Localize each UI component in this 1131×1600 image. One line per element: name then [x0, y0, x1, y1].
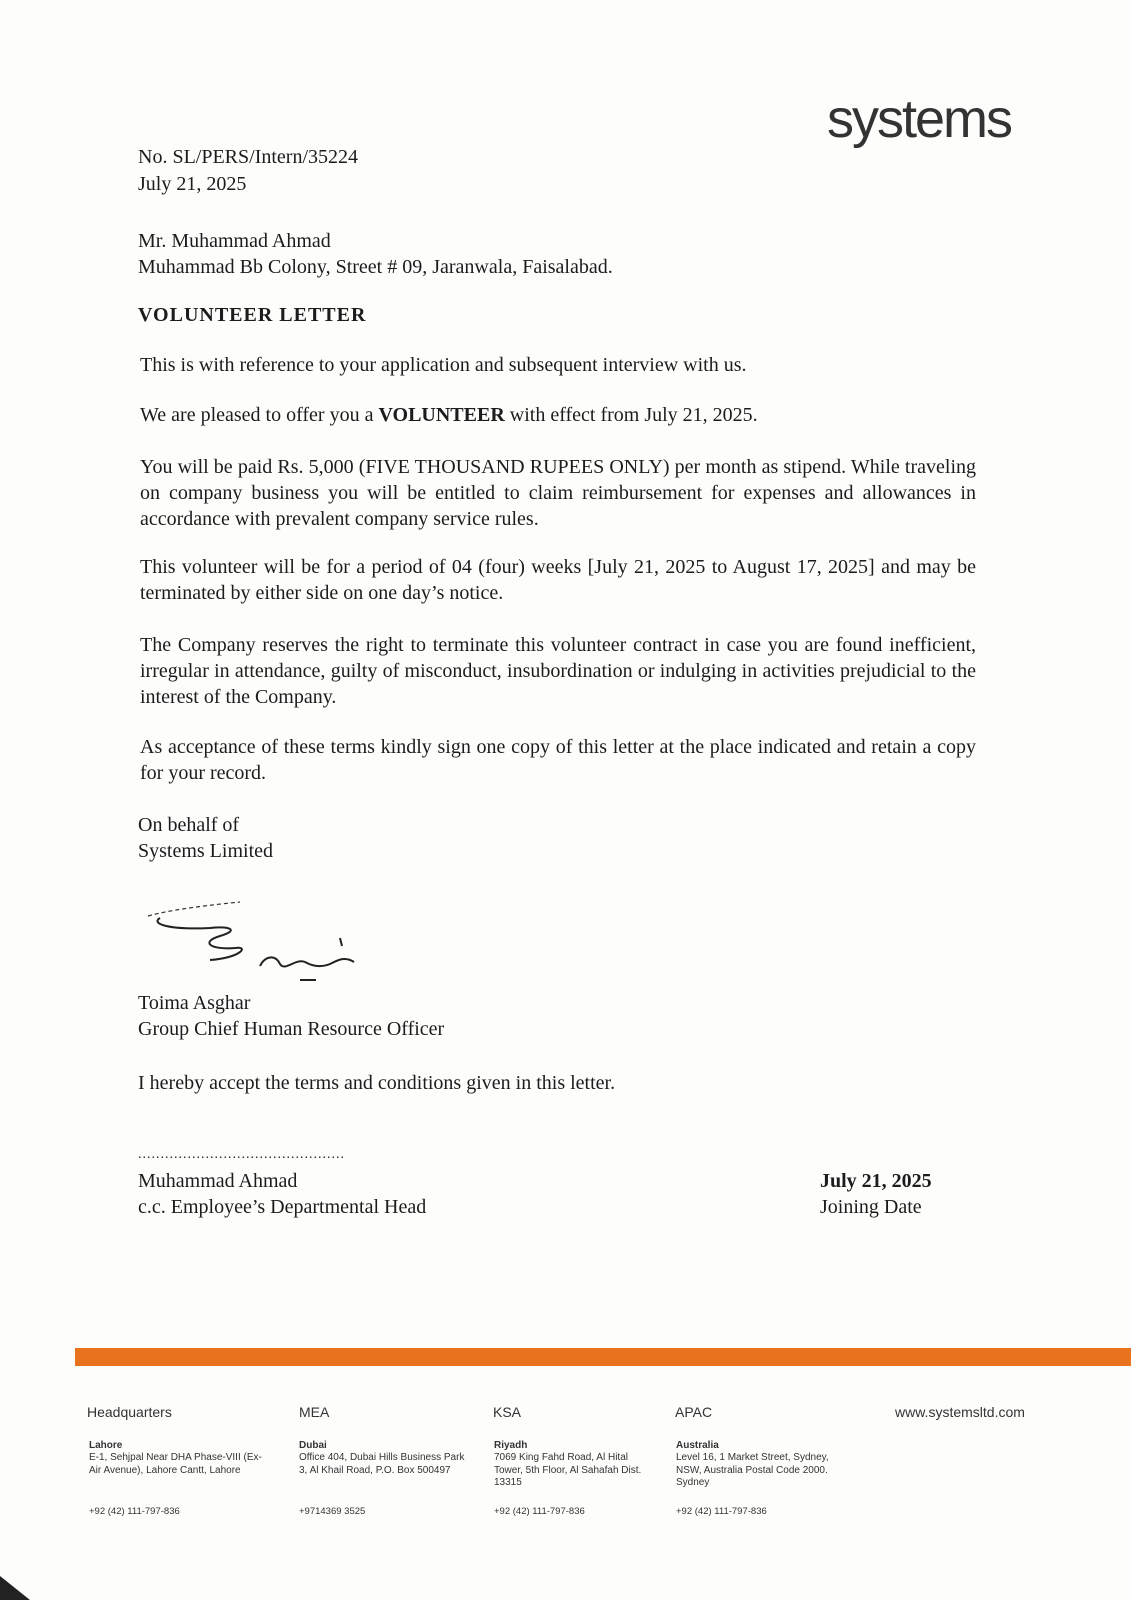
- paragraph-stipend: You will be paid Rs. 5,000 (FIVE THOUSAND RUPEES ONLY) per month as stipend. While traveling on company business you will be entitled to claim reimbursement for expenses and allowances in accordance with prevalent company service rules.: [140, 456, 976, 530]
- employee-cc: c.c. Employee’s Departmental Head: [138, 1196, 427, 1218]
- offer-position: VOLUNTEER: [378, 404, 505, 426]
- closing-on-behalf: On behalf of: [138, 814, 240, 836]
- reference-prefix: No. SL/PERS/Intern/: [138, 146, 309, 168]
- paragraph-offer: [140, 402, 976, 428]
- scan-corner-artifact: [0, 1576, 30, 1600]
- footer-phone-lahore: +92 (42) 111-797-836: [89, 1506, 180, 1517]
- signature-line: ..............................................: [138, 1147, 345, 1162]
- acceptance-statement: I hereby accept the terms and conditions given in this letter.: [138, 1072, 616, 1094]
- reference-number: [138, 144, 358, 170]
- footer-heading-apac: APAC: [675, 1404, 713, 1420]
- footer-heading-ksa: KSA: [493, 1404, 522, 1420]
- employee-name: Muhammad Ahmad: [138, 1170, 298, 1192]
- footer-phone-riyadh: +92 (42) 111-797-836: [494, 1506, 585, 1517]
- footer-address-australia: Level 16, 1 Market Street, Sydney, NSW, Australia Postal Code 2000. Sydney: [676, 1452, 829, 1488]
- paragraph-acceptance-instructions: As acceptance of these terms kindly sign one copy of this letter at the place indicated and retain a copy for your record.: [140, 736, 976, 784]
- paragraph-period: This volunteer will be for a period of 04 (four) weeks [July 21, 2025 to August 17, 2025] and may be terminated by either side on one day’s notice.: [140, 556, 976, 604]
- footer-address-lahore: E-1, Sehjpal Near DHA Phase-VIII (Ex-Air Avenue), Lahore Cantt, Lahore: [89, 1452, 262, 1476]
- offer-text-start: We are pleased to offer you a: [140, 404, 379, 426]
- footer-city-dubai: Dubai: [299, 1440, 327, 1451]
- footer-heading-mea: MEA: [299, 1404, 330, 1420]
- offer-text-end: with effect from July 21, 2025.: [504, 404, 758, 426]
- footer-accent-band: [75, 1348, 1131, 1366]
- handwritten-signature: [140, 888, 390, 998]
- joining-date-value: July 21, 2025: [820, 1170, 932, 1192]
- footer-city-lahore: Lahore: [89, 1440, 123, 1451]
- closing-company: Systems Limited: [138, 840, 273, 862]
- paragraph-reference: This is with reference to your application and subsequent interview with us.: [140, 354, 747, 376]
- footer-phone-dubai: +9714369 3525: [299, 1506, 366, 1517]
- signatory-designation: Group Chief Human Resource Officer: [138, 1018, 445, 1040]
- letter-date: July 21, 2025: [138, 173, 247, 195]
- reference-code: 35224: [308, 146, 359, 168]
- paragraph-termination: The Company reserves the right to terminate this volunteer contract in case you are found inefficient, irregular in attendance, guilty of misconduct, insubordination or indulging in activities prejudicial to the interest of the Company.: [140, 634, 976, 708]
- footer-phone-australia: +92 (42) 111-797-836: [676, 1506, 767, 1517]
- footer-website[interactable]: www.systemsltd.com: [895, 1404, 1025, 1420]
- footer-city-australia: Australia: [676, 1440, 719, 1451]
- signatory-name: Toima Asghar: [138, 992, 251, 1014]
- letter-title: VOLUNTEER LETTER: [138, 304, 367, 326]
- footer-address-dubai: Office 404, Dubai Hills Business Park 3, Al Khail Road, P.O. Box 500497: [299, 1452, 465, 1476]
- joining-date-label: Joining Date: [820, 1196, 922, 1218]
- recipient-address: Muhammad Bb Colony, Street # 09, Jaranwala, Faisalabad.: [138, 256, 613, 278]
- recipient-name: Mr. Muhammad Ahmad: [138, 230, 331, 252]
- company-logo: systems: [826, 89, 1011, 149]
- footer-city-riyadh: Riyadh: [494, 1440, 528, 1451]
- footer-address-riyadh: 7069 King Fahd Road, Al Hital Tower, 5th Floor, Al Sahafah Dist. 13315: [494, 1452, 642, 1488]
- footer-heading-headquarters: Headquarters: [87, 1404, 172, 1420]
